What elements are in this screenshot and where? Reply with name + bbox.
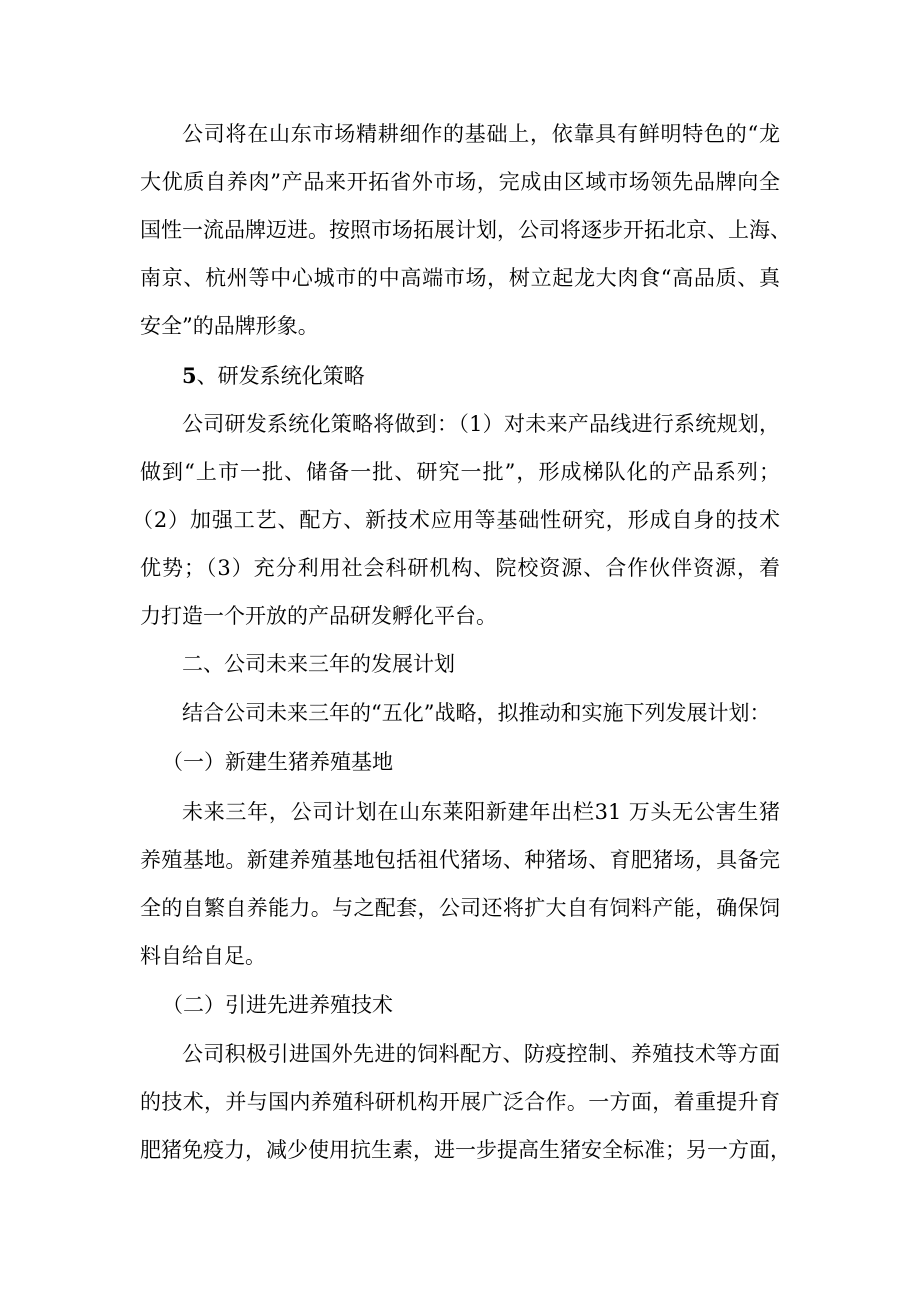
text-line: 优势；（3）充分利用社会科研机构、院校资源、合作伙伴资源，着 bbox=[140, 556, 780, 580]
text-line: 肥猪免疫力，减少使用抗生素，进一步提高生猪安全标准；另一方面， bbox=[140, 1138, 791, 1162]
heading-number: 5 bbox=[182, 363, 197, 388]
paragraph-rd-strategy bbox=[132, 400, 780, 640]
text-line: 未来三年，公司计划在山东莱阳新建年出栏31 万头无公害生猪 bbox=[182, 800, 780, 824]
heading-rd-strategy bbox=[140, 352, 780, 400]
heading-line bbox=[140, 352, 780, 400]
text-line: 料自给自足。 bbox=[140, 944, 266, 968]
heading-line: （一）新建生猪养殖基地 bbox=[162, 750, 393, 774]
heading-new-breeding-base bbox=[140, 738, 780, 786]
heading-text: 、研发系统化策略 bbox=[196, 364, 365, 388]
text-line: 的技术，并与国内养殖科研机构开展广泛合作。一方面，着重提升育 bbox=[140, 1090, 780, 1114]
text-line: 安全”的品牌形象。 bbox=[140, 314, 319, 338]
text-line: 国性一流品牌迈进。按照市场拓展计划，公司将逐步开拓北京、上海、 bbox=[140, 218, 791, 242]
heading-line: 二、公司未来三年的发展计划 bbox=[182, 652, 455, 676]
paragraph-advanced-technology bbox=[140, 1030, 791, 1174]
paragraph-plan-intro bbox=[140, 689, 780, 737]
paragraph-breeding-base bbox=[140, 788, 780, 980]
text-line: 做到“上市一批、储备一批、研究一批”，形成梯队化的产品系列； bbox=[140, 460, 780, 484]
text-line: 公司积极引进国外先进的饲料配方、防疫控制、养殖技术等方面 bbox=[182, 1042, 780, 1066]
heading-development-plan bbox=[140, 640, 780, 688]
text-line: 公司将在山东市场精耕细作的基础上，依靠具有鲜明特色的“龙 bbox=[182, 122, 780, 146]
text-line: （2）加强工艺、配方、新技术应用等基础性研究，形成自身的技术 bbox=[132, 508, 780, 532]
text-line: 结合公司未来三年的“五化”战略，拟推动和实施下列发展计划： bbox=[182, 701, 771, 725]
heading-line: （二）引进先进养殖技术 bbox=[162, 993, 393, 1017]
paragraph-market-expansion bbox=[140, 110, 791, 350]
text-line: 南京、杭州等中心城市的中高端市场，树立起龙大肉食“高品质、真 bbox=[140, 266, 780, 290]
text-line: 全的自繁自养能力。与之配套，公司还将扩大自有饲料产能，确保饲 bbox=[140, 896, 780, 920]
heading-advanced-technology bbox=[140, 981, 780, 1029]
text-line: 养殖基地。新建养殖基地包括祖代猪场、种猪场、育肥猪场，具备完 bbox=[140, 848, 780, 872]
text-line: 公司研发系统化策略将做到：（1）对未来产品线进行系统规划， bbox=[182, 412, 780, 436]
text-line: 力打造一个开放的产品研发孵化平台。 bbox=[140, 604, 497, 628]
text-line: 大优质自养肉”产品来开拓省外市场，完成由区域市场领先品牌向全 bbox=[140, 170, 780, 194]
